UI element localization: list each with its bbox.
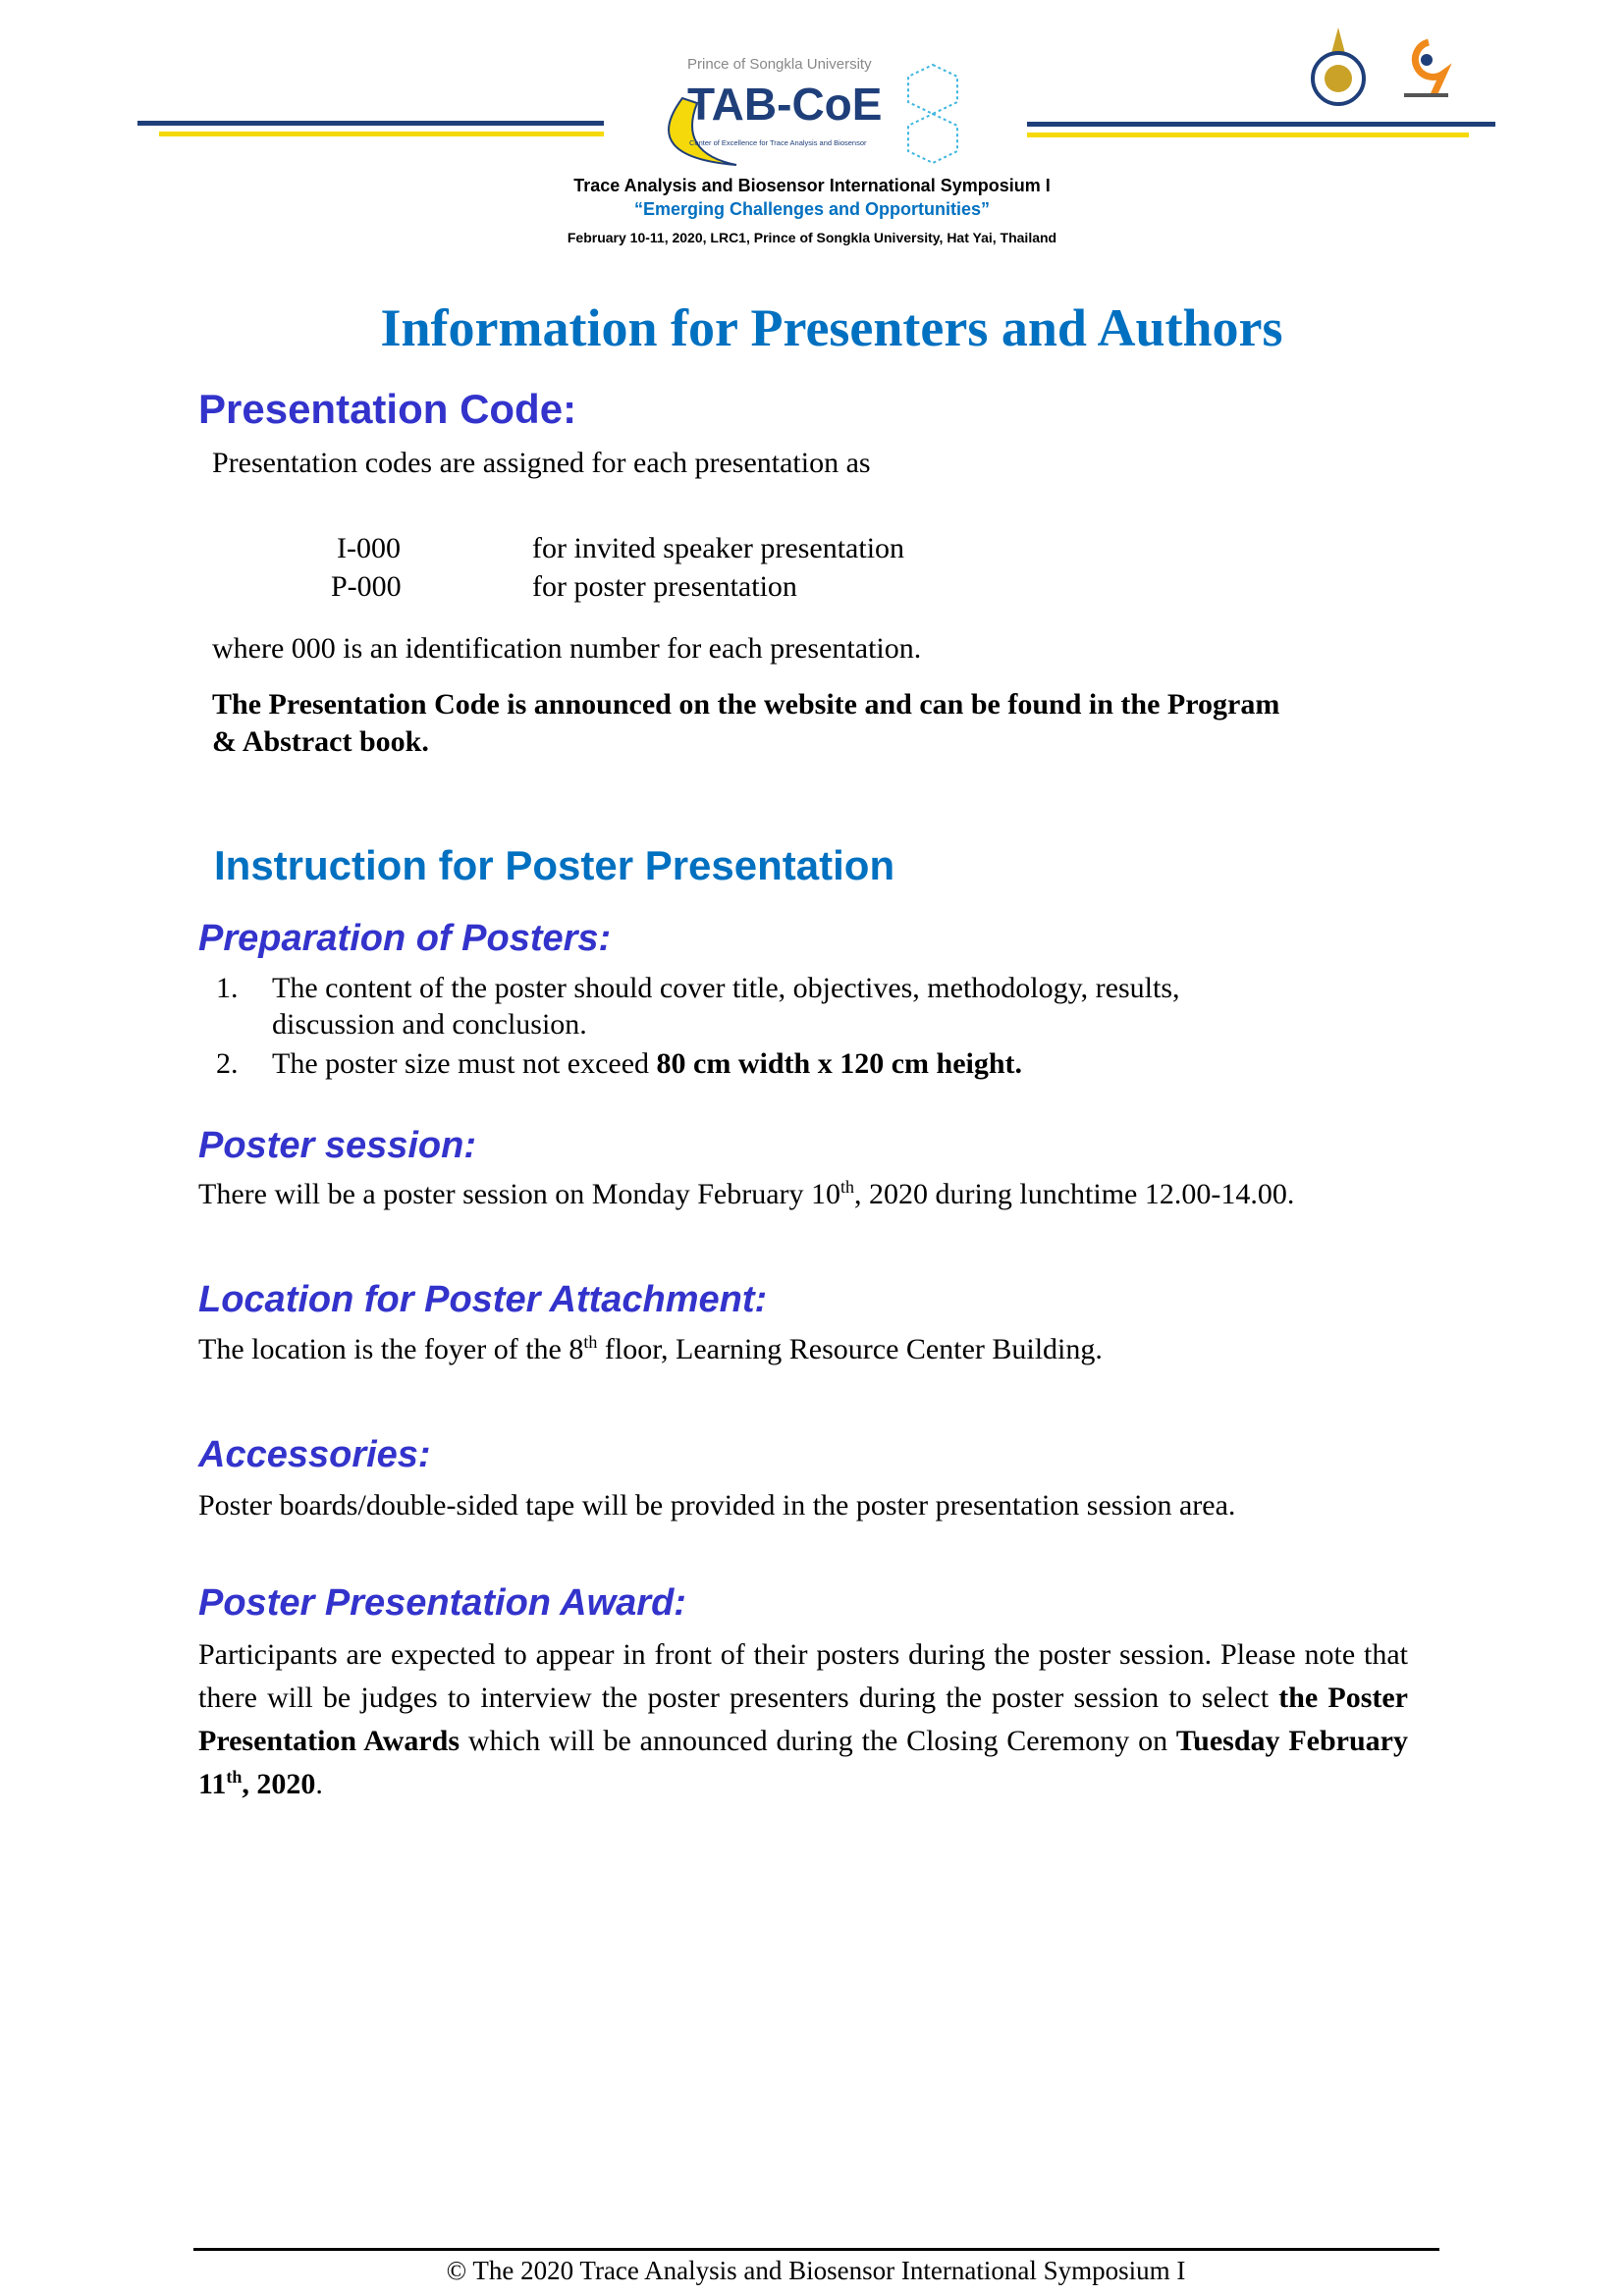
award-heading: Poster Presentation Award: bbox=[198, 1582, 686, 1624]
symposium-date-venue: February 10-11, 2020, LRC1, Prince of Songkla University, Hat Yai, Thailand bbox=[567, 230, 1057, 245]
tab-coe-logo bbox=[638, 55, 1001, 169]
superscript: th bbox=[840, 1177, 855, 1197]
text: which will be announced during the Closing Ceremony on bbox=[460, 1725, 1176, 1757]
footer-copyright: © The 2020 Trace Analysis and Biosensor International Symposium I bbox=[446, 2256, 1186, 2285]
text: Tuesday February 11 bbox=[198, 1725, 1408, 1800]
footer-rule bbox=[193, 2248, 1439, 2251]
superscript: th bbox=[583, 1332, 598, 1352]
code-poster: P-000 bbox=[331, 570, 402, 603]
list-number: 2. bbox=[216, 1047, 239, 1080]
award-name: the Poster Presentation Awards bbox=[198, 1682, 1408, 1757]
text: , 2020 bbox=[242, 1768, 316, 1800]
text: Participants are expected to appear in front of their posters during the poster session. Please note that there will be judges to interview the poster presenters during the poster session to select bbox=[198, 1638, 1408, 1714]
page-title: Information for Presenters and Authors bbox=[380, 298, 1283, 357]
header-rule-right-yellow bbox=[1027, 133, 1469, 137]
text: . bbox=[315, 1768, 323, 1800]
poster-size-text: The poster size must not exceed bbox=[272, 1047, 657, 1080]
list-item-2 bbox=[272, 1047, 1022, 1081]
announcement-line-1: The Presentation Code is announced on the website and can be found in the Program bbox=[212, 688, 1280, 721]
tab-coe-logo-graphic bbox=[638, 55, 1001, 169]
symposium-theme: “Emerging Challenges and Opportunities” bbox=[633, 199, 991, 219]
text: There will be a poster session on Monday February 10 bbox=[198, 1178, 841, 1210]
announcement-line-2: & Abstract book. bbox=[212, 725, 429, 758]
psu-seal-logo bbox=[1311, 27, 1366, 108]
logo-subtitle: Center of Excellence for Trace Analysis and Biosensor bbox=[689, 138, 867, 147]
header-rule-right-navy bbox=[1027, 122, 1495, 127]
text: The location is the foyer of the 8 bbox=[198, 1333, 584, 1365]
header-rule-left-navy bbox=[137, 121, 604, 126]
poster-instruction-heading: Instruction for Poster Presentation bbox=[214, 842, 895, 888]
location-heading: Location for Poster Attachment: bbox=[198, 1279, 768, 1320]
code-poster-desc: for poster presentation bbox=[532, 570, 797, 603]
preparation-heading: Preparation of Posters: bbox=[198, 918, 612, 959]
superscript: th bbox=[226, 1767, 243, 1787]
list-item-1-line-2: discussion and conclusion. bbox=[272, 1008, 587, 1041]
list-item-1-line-1: The content of the poster should cover title, objectives, methodology, results, bbox=[272, 972, 1180, 1004]
logo-name: TAB-CoE bbox=[687, 79, 883, 130]
poster-size-limit: 80 cm width x 120 cm height. bbox=[656, 1047, 1023, 1080]
presentation-code-intro: Presentation codes are assigned for each presentation as bbox=[212, 447, 871, 479]
code-invited-desc: for invited speaker presentation bbox=[532, 532, 905, 564]
award-paragraph bbox=[198, 1633, 1408, 1806]
list-number: 1. bbox=[216, 972, 239, 1004]
poster-session-text bbox=[198, 1178, 1294, 1211]
text: , 2020 during lunchtime 12.00-14.00. bbox=[854, 1178, 1295, 1210]
partner-logo bbox=[1394, 34, 1463, 103]
presentation-code-heading: Presentation Code: bbox=[198, 386, 577, 432]
logo-university: Prince of Songkla University bbox=[687, 56, 872, 73]
code-invited: I-000 bbox=[337, 532, 401, 564]
presentation-code-note: where 000 is an identification number for each presentation. bbox=[212, 632, 922, 665]
symposium-name: Trace Analysis and Biosensor International Symposium I bbox=[573, 176, 1051, 195]
header-rule-left-yellow bbox=[159, 132, 604, 136]
accessories-text: Poster boards/double-sided tape will be provided in the poster presentation session area. bbox=[198, 1489, 1236, 1522]
location-text bbox=[198, 1333, 1103, 1366]
text: floor, Learning Resource Center Building. bbox=[597, 1333, 1103, 1365]
accessories-heading: Accessories: bbox=[198, 1434, 431, 1475]
poster-session-heading: Poster session: bbox=[198, 1125, 476, 1166]
